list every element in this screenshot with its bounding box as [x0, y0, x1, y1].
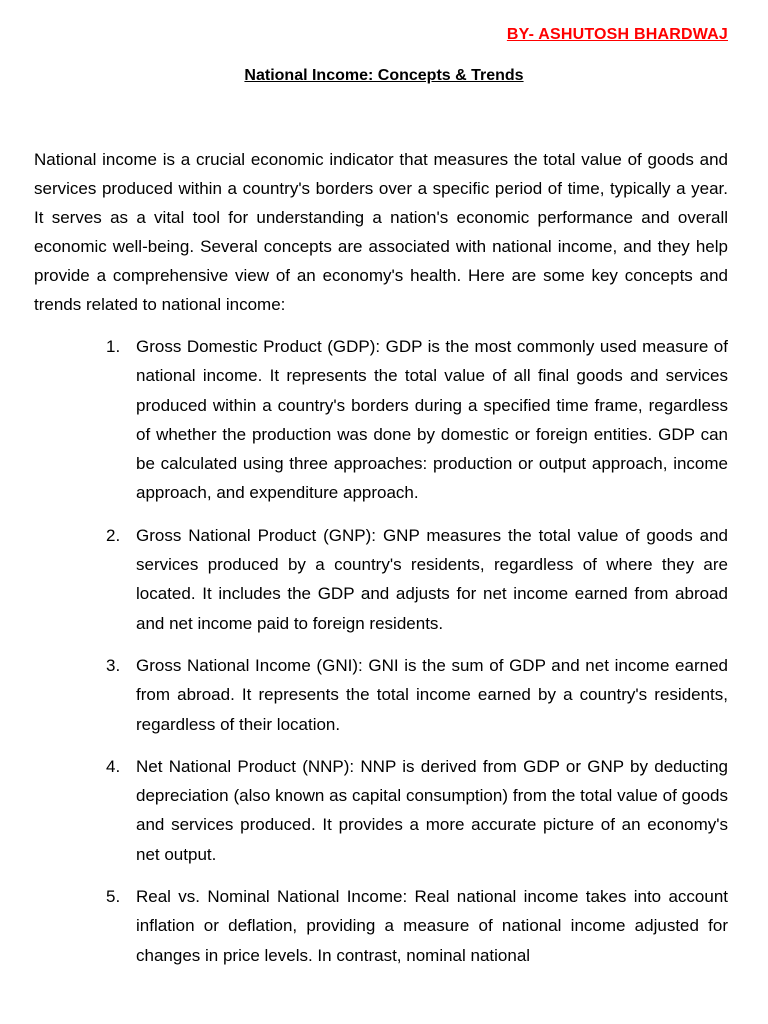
- author-byline: BY- ASHUTOSH BHARDWAJ: [506, 26, 728, 43]
- list-item-text: Gross National Product (GNP): GNP measures the total value of goods and services produced by a country's residents, regardless of where they are located. It includes the GDP and adjusts for net income earned from abroad and net income paid to foreign residents.: [136, 525, 728, 633]
- list-item: [106, 752, 728, 869]
- list-item: [106, 332, 728, 508]
- list-item-number: 2.: [106, 525, 121, 545]
- list-item-text: Real vs. Nominal National Income: Real national income takes into account inflation or deflation, providing a measure of national income adjusted for changes in price levels. In contrast, nominal national: [136, 887, 728, 965]
- list-item-number: 3.: [106, 655, 121, 675]
- list-item: [106, 521, 728, 638]
- list-item-text: Gross National Income (GNI): GNI is the sum of GDP and net income earned from abroad. It represents the total income earned by a country's residents, regardless of their location.: [136, 655, 728, 734]
- concepts-list: [106, 332, 728, 983]
- intro-paragraph: National income is a crucial economic indicator that measures the total value of goods and services produced within a country's borders over a specific period of time, typically a year. It serves as a vital tool for understanding a nation's economic performance and overall economic well-being. Several concepts are associated with national income, and they help provide a comprehensive view of an economy's health. Here are some key concepts and trends related to national income:: [34, 150, 728, 314]
- list-item: [106, 651, 728, 739]
- list-item-text: Net National Product (NNP): NNP is derived from GDP or GNP by deducting depreciation (also known as capital consumption) from the total value of goods and services produced. It provides a more accurate picture of an economy's net output.: [136, 756, 728, 864]
- list-item: [106, 882, 728, 970]
- list-item-number: 5.: [106, 887, 121, 907]
- list-item-text: Gross Domestic Product (GDP): GDP is the most commonly used measure of national income. It represents the total value of all final goods and services produced within a country's borders during a specified time frame, regardless of whether the production was done by domestic or foreign entities. GDP can be calculated using three approaches: production or output approach, income approach, and expenditure approach.: [136, 337, 728, 503]
- list-item-number: 1.: [106, 337, 121, 356]
- document-title: National Income: Concepts & Trends: [244, 67, 524, 84]
- list-item-number: 4.: [106, 756, 121, 776]
